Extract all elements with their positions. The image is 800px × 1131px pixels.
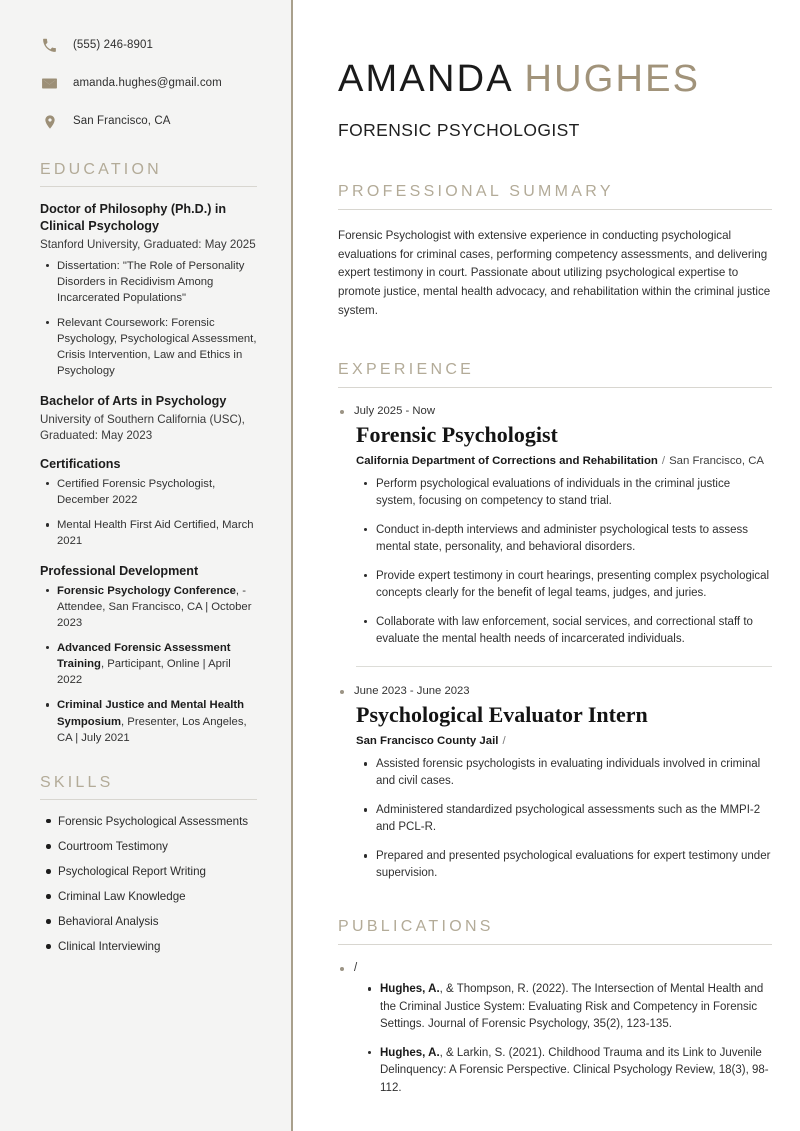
certifications-list: [40, 476, 257, 550]
item-detail: , Presenter, Los Angeles, CA | July 2021: [57, 715, 247, 744]
envelope-icon: [40, 74, 59, 93]
degree-title: Bachelor of Arts in Psychology: [40, 393, 227, 408]
list-item: Perform psychological evaluations of individuals in the criminal justice system, focusing on competency to stand trial.: [376, 476, 772, 510]
contact-phone: [40, 36, 257, 55]
location-pin-icon: [40, 112, 59, 131]
experience-organization-line: [356, 734, 772, 749]
experience-entry: [338, 685, 772, 882]
list-item: Criminal Law Knowledge: [58, 889, 257, 904]
item-detail: , - Attendee, San Francisco, CA | October 2023: [57, 584, 252, 629]
contact-phone-value: (555) 246-8901: [73, 39, 154, 52]
list-item: Certified Forensic Psychologist, December 2022: [57, 476, 257, 508]
contact-location-value: San Francisco, CA: [73, 115, 171, 128]
contact-list: [40, 36, 257, 131]
experience-entry-separator: [356, 666, 772, 667]
list-item: Clinical Interviewing: [58, 939, 257, 954]
publication-author: Hughes, A.: [380, 1047, 440, 1060]
experience-organization-line: [356, 454, 772, 469]
experience-role: Forensic Psychologist: [356, 421, 558, 447]
summary-text: Forensic Psychologist with extensive experience in conducting psychological evaluations for criminal cases, performing competency assessments, and delivering expert testimony in court. Passionate about utilizing psychological expertise to promote justice, mental health advocacy, and rehabilitation within the criminal justice system.: [338, 228, 771, 318]
item-bold-lead: Forensic Psychology Conference: [57, 584, 236, 597]
list-item: Provide expert testimony in court hearings, presenting complex psychological concepts clearly for the benefit of legal teams, judges, and juries.: [376, 568, 772, 602]
summary-divider: [338, 209, 772, 210]
education-entry: [40, 393, 257, 443]
list-item: [380, 1045, 772, 1097]
job-title: FORENSIC PSYCHOLOGIST: [338, 119, 580, 140]
skills-list: [40, 814, 257, 954]
list-item: [57, 583, 257, 631]
experience-entry: [338, 405, 772, 648]
degree-meta: University of Southern California (USC), Graduated: May 2023: [40, 413, 245, 442]
experience-section-title: EXPERIENCE: [338, 360, 475, 378]
last-name: HUGHES: [524, 58, 701, 100]
education-divider: [40, 186, 257, 187]
item-bold-lead: Criminal Justice and Mental Health Symposium: [57, 699, 245, 728]
experience-divider: [338, 387, 772, 388]
certifications-heading: Certifications: [40, 457, 121, 472]
publications-section-title: PUBLICATIONS: [338, 918, 494, 936]
experience-bullet-list: [356, 476, 772, 648]
list-item: Assisted forensic psychologists in evaluating individuals involved in criminal and civil cases.: [376, 756, 772, 790]
separator: /: [661, 455, 666, 468]
item-bold-lead: Advanced Forensic Assessment Training: [57, 642, 231, 671]
publications-group-marker: /: [338, 962, 772, 974]
list-item: Courtroom Testimony: [58, 839, 257, 854]
list-item: [380, 981, 772, 1033]
publication-author: Hughes, A.: [380, 983, 440, 996]
contact-email-value: amanda.hughes@gmail.com: [73, 77, 222, 90]
degree-title: Doctor of Philosophy (Ph.D.) in Clinical Psychology: [40, 202, 227, 233]
list-item: Dissertation: "The Role of Personality Disorders in Recidivism Among Incarcerated Populations": [57, 258, 257, 306]
summary-section-title: PROFESSIONAL SUMMARY: [338, 182, 614, 200]
list-item: Prepared and presented psychological evaluations for expert testimony under supervision.: [376, 848, 772, 882]
experience-dates: June 2023 - June 2023: [338, 685, 772, 697]
list-item: Forensic Psychological Assessments: [58, 814, 257, 829]
list-item: Relevant Coursework: Forensic Psychology, Psychological Assessment, Crisis Intervention, Law and Ethics in Psychology: [57, 315, 257, 380]
publication-detail: , & Larkin, S. (2021). Childhood Trauma and its Link to Juvenile Delinquency: A Forensic Perspective. Clinical Psychology Review, 18(3), 98-112.: [380, 1047, 769, 1094]
sidebar: [0, 0, 293, 1131]
page-title: [338, 60, 772, 100]
publication-detail: , & Thompson, R. (2022). The Intersection of Mental Health and the Criminal Justice System: Evaluating Risk and Competency in Forensic Settings. Journal of Forensic Psychology, 35(2), 123-135.: [380, 983, 764, 1030]
publications-list: [360, 981, 772, 1097]
education-section-title: EDUCATION: [40, 161, 162, 178]
contact-email: [40, 74, 257, 93]
skills-divider: [40, 799, 257, 800]
item-detail: , Participant, Online | April 2022: [57, 658, 231, 687]
degree-bullet-list: [40, 258, 257, 380]
list-item: [57, 697, 257, 745]
organization-name: San Francisco County Jail: [356, 735, 499, 748]
organization-location: San Francisco, CA: [669, 455, 765, 468]
publications-divider: [338, 944, 772, 945]
experience-role: Psychological Evaluator Intern: [356, 702, 648, 728]
list-item: Administered standardized psychological assessments such as the MMPI-2 and PCL-R.: [376, 802, 772, 836]
list-item: [57, 640, 257, 688]
list-item: Behavioral Analysis: [58, 914, 257, 929]
organization-name: California Department of Corrections and Rehabilitation: [356, 455, 658, 468]
main-content: [293, 0, 800, 1131]
degree-meta: Stanford University, Graduated: May 2025: [40, 238, 256, 252]
experience-bullet-list: [356, 756, 772, 882]
experience-dates: July 2025 - Now: [338, 405, 772, 417]
contact-location: [40, 112, 257, 131]
phone-icon: [40, 36, 59, 55]
separator: /: [502, 735, 506, 748]
professional-development-heading: Professional Development: [40, 563, 199, 578]
education-entry: [40, 201, 257, 380]
list-item: Collaborate with law enforcement, social services, and correctional staff to evaluate the mental health needs of incarcerated individuals.: [376, 614, 772, 648]
first-name: AMANDA: [338, 58, 512, 100]
list-item: Mental Health First Aid Certified, March 2021: [57, 517, 257, 549]
list-item: Psychological Report Writing: [58, 864, 257, 879]
professional-development-list: [40, 583, 257, 746]
skills-section-title: SKILLS: [40, 773, 114, 791]
list-item: Conduct in-depth interviews and administer psychological tests to assess mental state, personality, and behavioral disorders.: [376, 522, 772, 556]
